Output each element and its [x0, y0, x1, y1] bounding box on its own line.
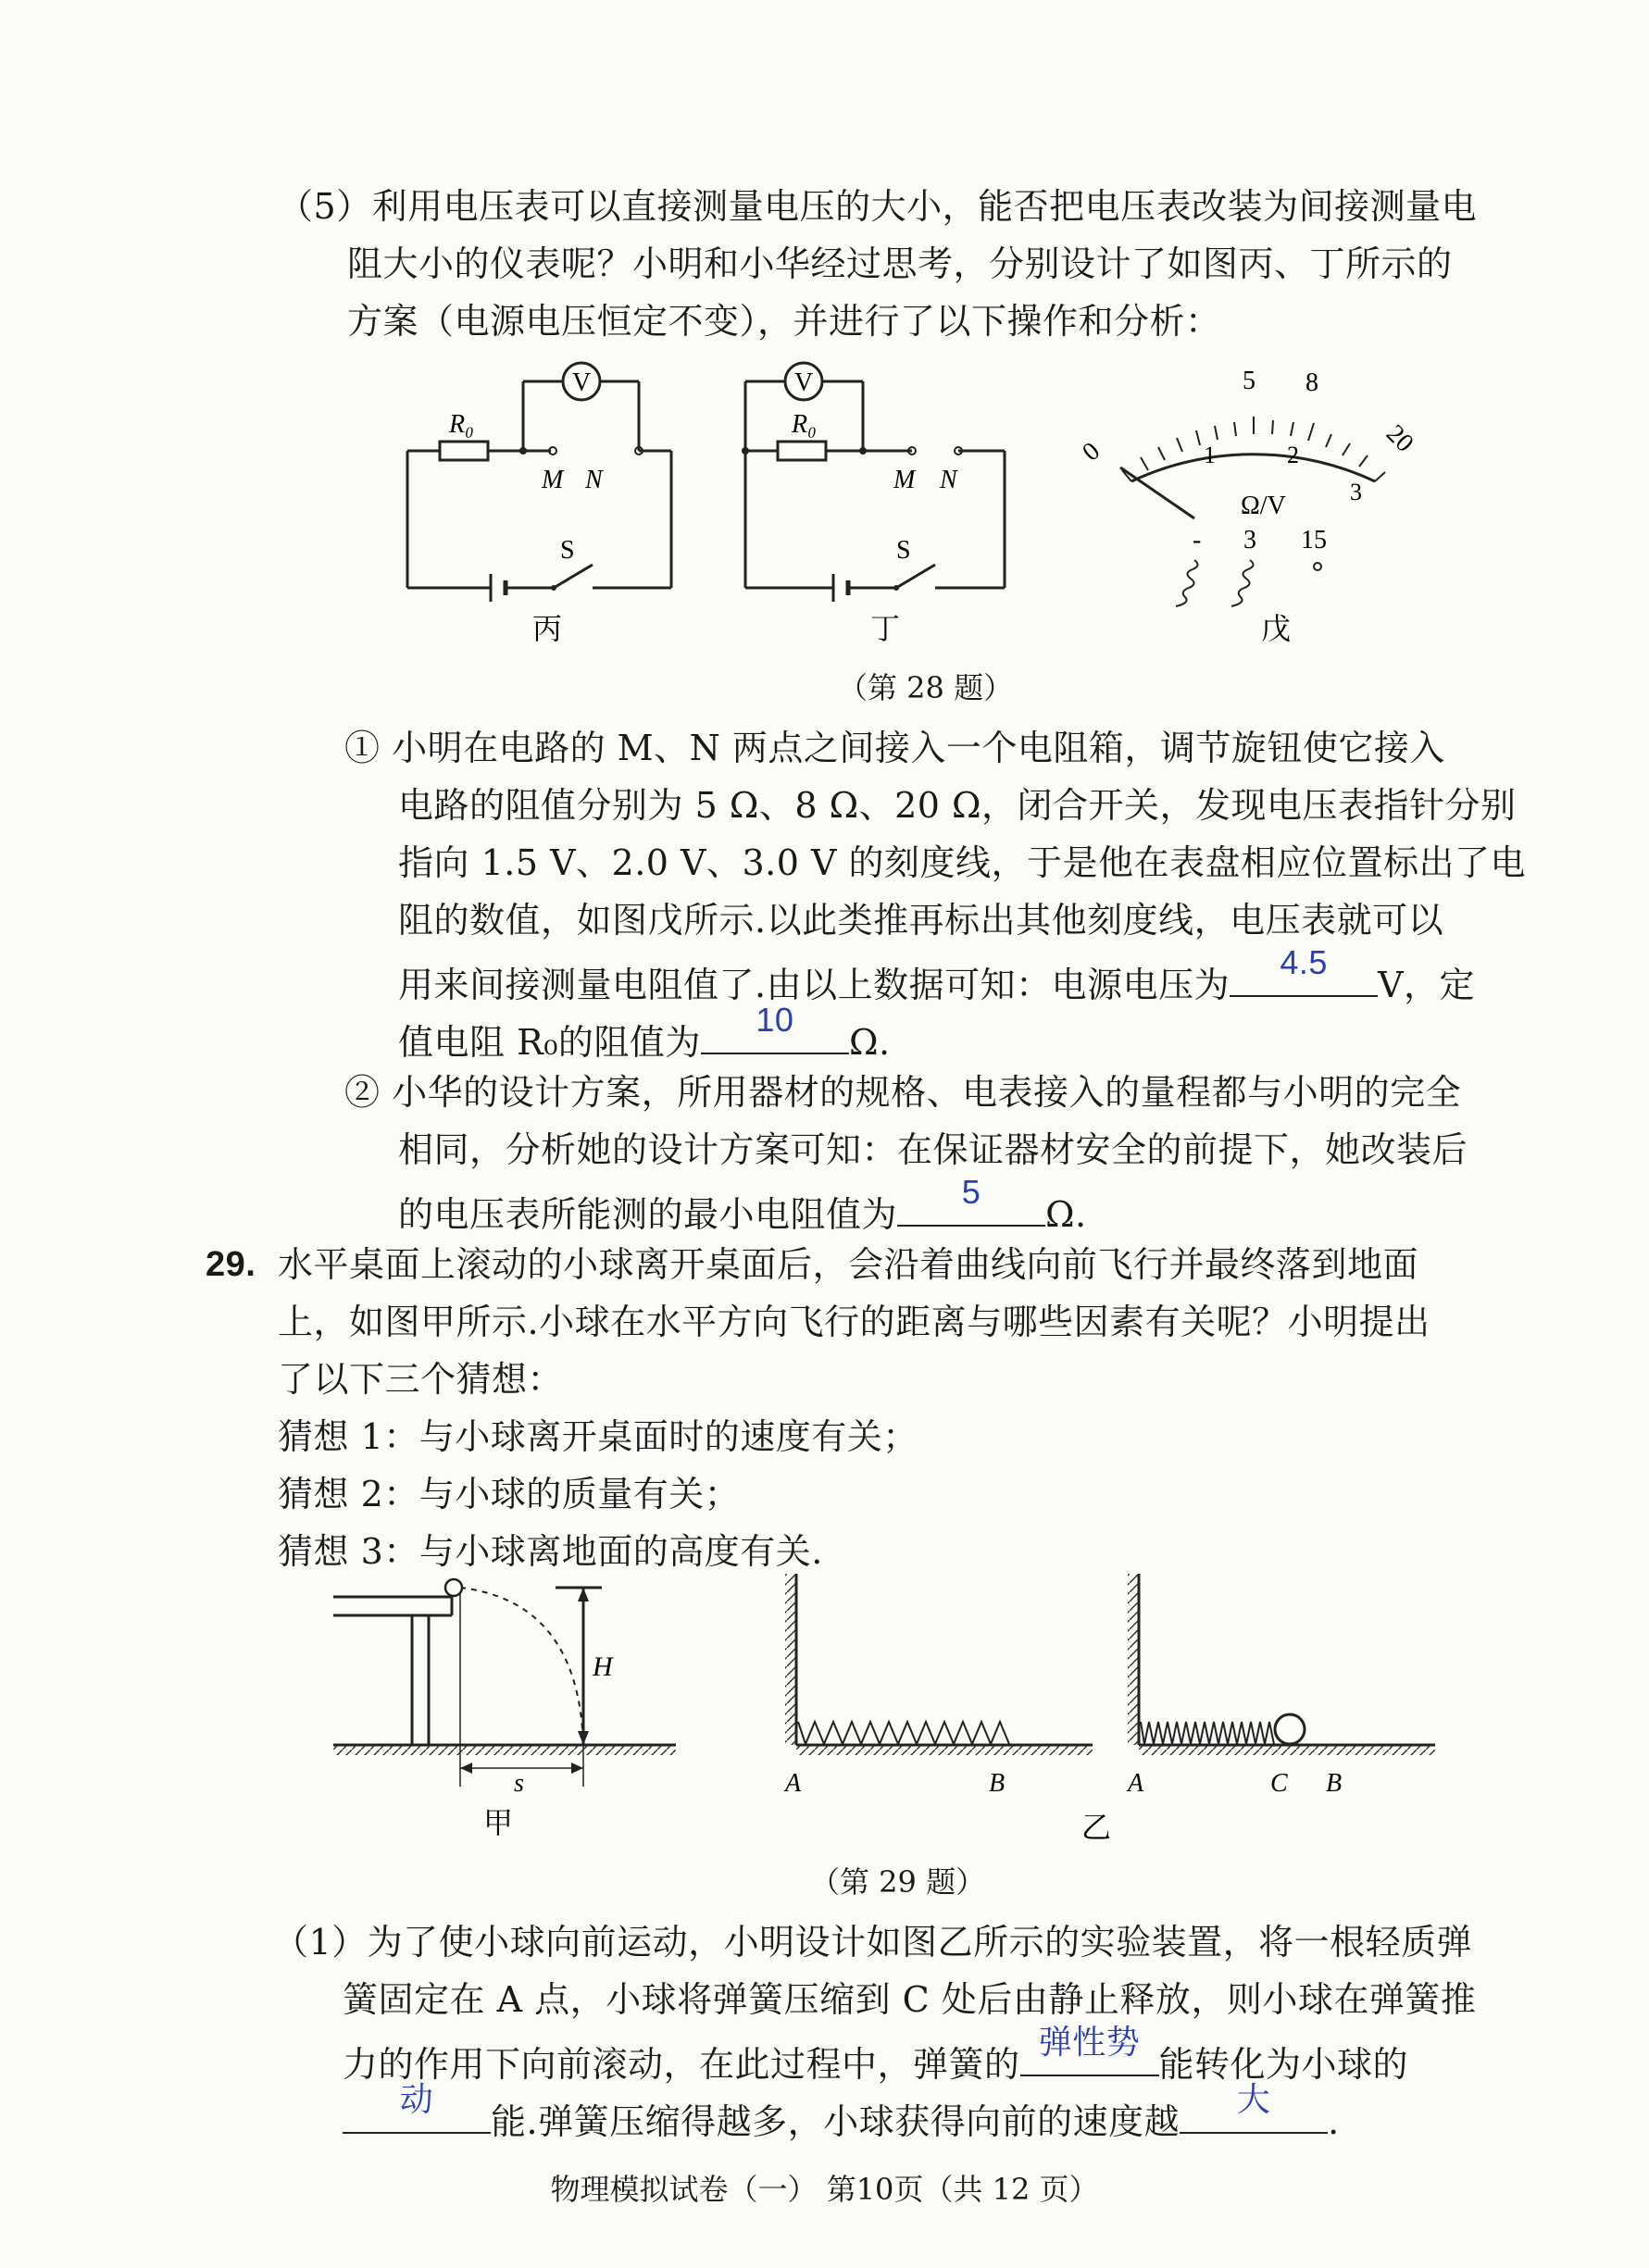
answer-blank-r0[interactable] [701, 1001, 849, 1054]
q28-s1-line6 [398, 1001, 891, 1065]
q29-number: 29. [206, 1245, 256, 1284]
q29-p1-line4-post: . [1328, 2101, 1340, 2142]
q28-s1-line6-pre: 值电阻 R₀的阻值为 [398, 1022, 701, 1063]
q28-s2-line1: ② 小华的设计方案，所用器材的规格、电表接入的量程都与小明的完全 [344, 1072, 1462, 1113]
coil-left [1176, 560, 1198, 606]
dial-inner-3: 3 [1350, 479, 1362, 505]
s-label-2: S [896, 536, 911, 565]
ding-label: 丁 [870, 612, 901, 645]
q28-s1-line3: 指向 1.5 V、2.0 V、3.0 V 的刻度线，于是他在表盘相应位置标出了电 [398, 842, 1527, 883]
q28-s2-line3-pre: 的电压表所能测的最小电阻值为 [398, 1194, 898, 1235]
answer-blank-energy1[interactable] [1020, 2023, 1159, 2076]
q29-intro-line3: 了以下三个猜想： [278, 1359, 564, 1400]
b-label-2: B [1326, 1769, 1343, 1798]
n-label: N [585, 466, 603, 494]
q28-caption: （第 28 题） [838, 670, 1014, 705]
terminal-15: 15 [1301, 526, 1327, 555]
answer-energy1: 弹性势 [1038, 2023, 1141, 2061]
m-label: M [542, 466, 564, 494]
q29-figure [0, 1574, 1649, 1842]
answer-r0: 10 [756, 1001, 794, 1039]
wu-label: 戊 [1261, 612, 1292, 645]
q28-p5-line2: 阻大小的仪表呢？小明和小华经过思考，分别设计了如图丙、丁所示的 [347, 243, 1453, 284]
m-label-2: M [893, 466, 916, 494]
q29-guess-3: 猜想 3：与小球离地面的高度有关. [278, 1531, 823, 1572]
q28-s1-line5-post: V，定 [1378, 965, 1476, 1005]
answer-blank-min-r[interactable] [897, 1173, 1045, 1227]
answer-energy2: 动 [399, 2080, 434, 2118]
b-label-1: B [989, 1769, 1006, 1798]
dial-wu [1077, 367, 1418, 645]
terminal-3: 3 [1243, 526, 1256, 555]
q28-s1-line5 [398, 943, 1476, 1008]
c-label: C [1270, 1769, 1288, 1798]
a-label-2: A [1128, 1769, 1144, 1798]
answer-speed: 大 [1236, 2080, 1271, 2118]
q29-p1-line3-pre: 力的作用下向前滚动，在此过程中，弹簧的 [343, 2044, 1020, 2085]
q28-p5-line3: 方案（电源电压恒定不变），并进行了以下操作和分析： [347, 301, 1221, 342]
page-footer: 物理模拟试卷（一） 第10页（共 12 页） [550, 2172, 1099, 2207]
dial-outer-0: 0 [1077, 436, 1106, 467]
q29-p1-line4 [343, 2080, 1340, 2145]
dial-outer-5: 5 [1243, 367, 1255, 395]
q28-s1-line5-pre: 用来间接测量电阻值了.由以上数据可知：电源电压为 [398, 965, 1231, 1005]
s-distance-label: s [514, 1769, 524, 1798]
figure-jia [333, 1588, 676, 1787]
q29-intro-line2: 上，如图甲所示.小球在水平方向飞行的距离与哪些因素有关呢？小明提出 [278, 1302, 1430, 1342]
answer-blank-speed[interactable] [1180, 2080, 1328, 2134]
answer-voltage: 4.5 [1280, 943, 1328, 981]
q28-s2-line3-post: Ω. [1045, 1194, 1087, 1235]
answer-blank-energy2[interactable] [343, 2080, 491, 2134]
q29-p1-line1: （1）为了使小球向前运动，小明设计如图乙所示的实验装置，将一根轻质弹 [273, 1922, 1473, 1963]
q29-p1-line3-post: 能转化为小球的 [1158, 2044, 1409, 2085]
q28-p5-line1: （5）利用电压表可以直接测量电压的大小，能否把电压表改装为间接测量电 [278, 186, 1478, 227]
figure-yi-left [796, 1574, 1093, 1745]
n-label-2: N [940, 466, 957, 494]
circuit-bing [407, 363, 671, 602]
q28-s1-line4: 阻的数值，如图戊所示.以此类推再标出其他刻度线，电压表就可以 [398, 900, 1444, 941]
dial-unit: Ω/V [1241, 492, 1286, 520]
q29-guess-1: 猜想 1：与小球离开桌面时的速度有关； [278, 1416, 918, 1457]
v-label-2: V [794, 368, 814, 397]
coil-right [1231, 560, 1254, 606]
jia-label: 甲 [483, 1806, 514, 1839]
q28-s1-line1: ① 小明在电路的 M、N 两点之间接入一个电阻箱，调节旋钮使它接入 [344, 728, 1445, 768]
yi-label: 乙 [1081, 1811, 1112, 1842]
s-label: S [560, 536, 575, 565]
v-label: V [572, 368, 592, 397]
answer-min-r: 5 [961, 1173, 981, 1211]
a-label-1: A [785, 1769, 802, 1798]
q29-p1-line4-mid: 能.弹簧压缩得越多，小球获得向前的速度越 [491, 2101, 1181, 2142]
r0-label: R₀ [449, 410, 474, 439]
dial-outer-20: 20 [1380, 419, 1419, 458]
dial-outer-8: 8 [1305, 368, 1318, 397]
q29-caption: （第 29 题） [810, 1864, 986, 1900]
q28-s1-line2: 电路的阻值分别为 5 Ω、8 Ω、20 Ω，闭合开关，发现电压表指针分别 [398, 785, 1517, 826]
bing-label: 丙 [532, 612, 563, 645]
q29-intro-line1: 水平桌面上滚动的小球离开桌面后，会沿着曲线向前飞行并最终落到地面 [278, 1244, 1419, 1285]
q28-figure [0, 343, 1649, 768]
answer-blank-voltage[interactable] [1230, 943, 1378, 997]
dial-inner-1: 1 [1204, 442, 1216, 468]
q29-guess-2: 猜想 2：与小球的质量有关； [278, 1474, 741, 1514]
dial-inner-2: 2 [1287, 442, 1299, 468]
q28-s1-line6-post: Ω. [848, 1022, 891, 1063]
q28-s2-line3 [398, 1173, 1087, 1238]
q28-s2-line2: 相同，分析她的设计方案可知：在保证器材安全的前提下，她改装后 [398, 1129, 1468, 1170]
ball [1275, 1714, 1305, 1744]
r0-label-2: R₀ [792, 410, 817, 439]
h-label: H [593, 1651, 613, 1682]
q29-p1-line2: 簧固定在 A 点，小球将弹簧压缩到 C 处后由静止释放，则小球在弹簧推 [343, 1979, 1477, 2020]
circuit-ding [745, 363, 1005, 602]
terminal-minus: - [1193, 526, 1202, 555]
